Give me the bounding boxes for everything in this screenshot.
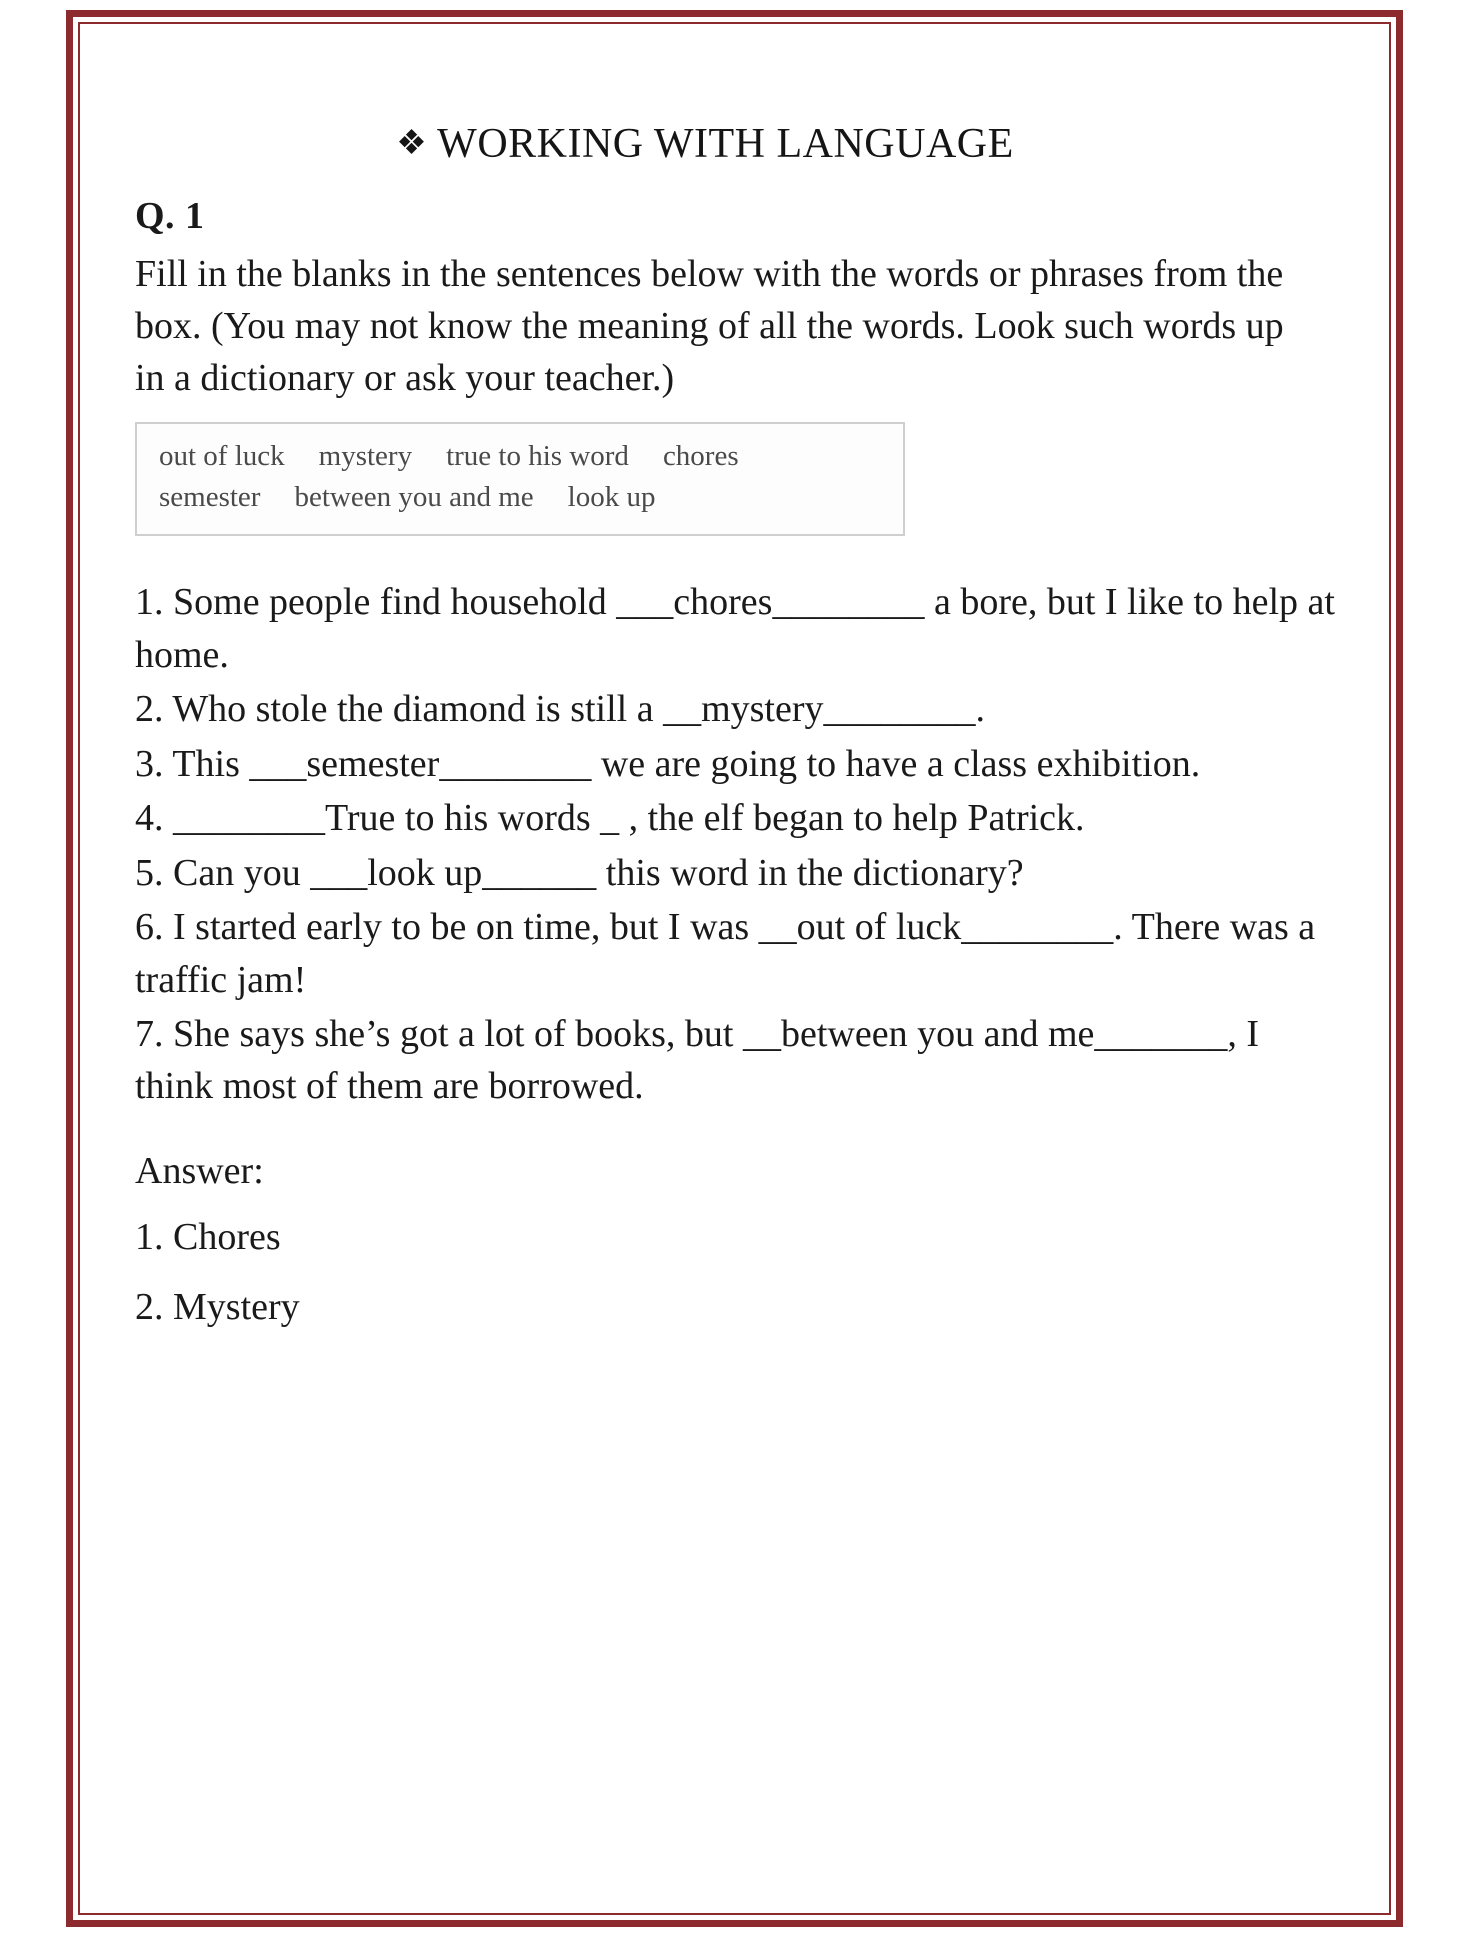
fill-in-the-blank-sentences (135, 576, 1335, 1112)
question-number-label: Q. 1 (135, 195, 205, 237)
page-title-text: WORKING WITH LANGUAGE (437, 121, 1014, 167)
answer-heading: Answer: (135, 1149, 264, 1192)
word-bank-item: look up (567, 481, 656, 514)
word-bank-row-2 (159, 477, 881, 518)
sentence-item: 5. Can you ___look up______ this word in the dictionary? (135, 851, 1024, 894)
answer-item: 2. Mystery (135, 1285, 300, 1328)
word-bank-item: between you and me (294, 481, 534, 514)
page-title (135, 120, 1335, 168)
word-bank-item: true to his word (446, 440, 629, 473)
sentence-item: 1. Some people find household ___chores________ a bore, but I like to help at home. (135, 581, 1335, 676)
sentence-item: 2. Who stole the diamond is still a __mystery________. (135, 688, 986, 731)
sentence-item: 6. I started early to be on time, but I was __out of luck________. There was a traffic jam! (135, 906, 1316, 1001)
sentence-item: 3. This ___semester________ we are going to have a class exhibition. (135, 742, 1201, 785)
answer-item: 1. Chores (135, 1215, 281, 1258)
diamond-bullet-icon: ❖ (396, 125, 428, 162)
question-instructions: Fill in the blanks in the sentences below with the words or phrases from the box. (You may not know the meaning of all the words. Look such words up in a dictionary or ask your teacher.) (135, 253, 1284, 400)
word-bank-row-1 (159, 436, 881, 477)
page-content (135, 120, 1335, 1355)
word-bank-item: out of luck (159, 440, 285, 473)
word-bank-item: semester (159, 481, 261, 514)
word-bank-item: chores (662, 440, 739, 473)
sentence-item: 4. ________True to his words _ , the elf began to help Patrick. (135, 797, 1085, 840)
sentence-item: 7. She says she’s got a lot of books, but __between you and me_______, I think most of them are borrowed. (135, 1012, 1260, 1108)
word-bank-item: mystery (318, 440, 413, 473)
answer-list (135, 1215, 1335, 1329)
word-bank-box (135, 422, 905, 536)
